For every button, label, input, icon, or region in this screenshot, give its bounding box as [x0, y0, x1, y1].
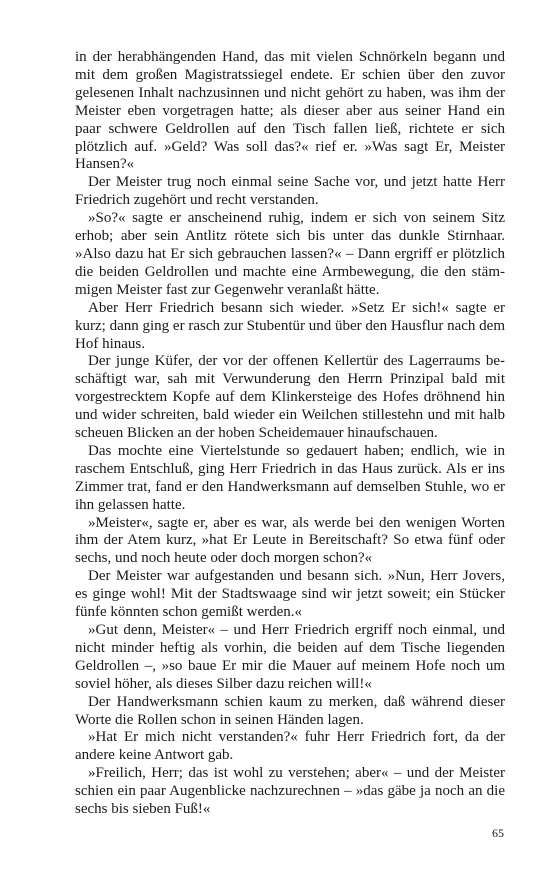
- paragraph-9: »Gut denn, Meister« – und Herr Friedrich ergriff noch einmal, und nicht minder heftig als vorhin, die beiden auf dem Tische liegenden Geldrollen –, »so baue Er mir die Mauer auf meinem Hofe noch um soviel höher, als dieses Silber dazu reichen will!«: [75, 622, 505, 692]
- paragraph-6: Das mochte eine Viertelstunde so gedauert haben; endlich, wie in raschem Entschluß, ging Herr Friedrich in das Haus zurück. Als er ins Zimmer trat, fand er den Handwerksmann auf demselben Stuhle, wo er ihn gelassen hatte.: [75, 442, 505, 513]
- paragraph-11: »Hat Er mich nicht verstanden?« fuhr Herr Friedrich fort, da der andere keine Antwort gab.: [75, 729, 505, 764]
- body-text: [75, 49, 505, 819]
- paragraph-3: »So?« sagte er anscheinend ruhig, indem er sich von seinem Sitz erhob; aber sein Antlitz rötete sich bis unter das dunkle Stirnhaar. »Also dazu hat Er sich gebrauchen lassen?« – Dann ergriff er plötzlich die beiden Geldrollen und machte eine Armbewegung, die den stämmigen Meister fast zur Gegenwehr veranlaßt hätte.: [75, 210, 505, 298]
- paragraph-7: »Meister«, sagte er, aber es war, als werde bei den wenigen Worten ihm der Atem kurz, »hat Er Leute in Bereitschaft? So etwa fünf oder sechs, und noch heute oder doch morgen schon?«: [75, 514, 505, 567]
- page-number: 65: [492, 826, 504, 840]
- paragraph-8: Der Meister war aufgestanden und besann sich. »Nun, Herr Jovers, es ginge wohl! Mit der Stadtswaage sind wir jetzt soweit; ein Stücker fünfe könnten schon gemißt werden.«: [75, 568, 505, 621]
- paragraph-4: Aber Herr Friedrich besann sich wieder. »Setz Er sich!« sagte er kurz; dann ging er rasch zur Stubentür und über den Hausflur nach dem Hof hinaus.: [75, 299, 505, 352]
- paragraph-1: in der herabhängenden Hand, das mit vielen Schnörkeln begann und mit dem großen Magistratssiegel endete. Er schien über den zuvor gelesenen Inhalt nachzusinnen und nicht gehört zu haben, was ihm der Meister eben vorgetragen hatte; als dieser aber aus seiner Hand ein paar schwere Geldrollen auf den Tisch fallen ließ, richtete er sich plötzlich auf. »Geld? Was soll das?« rief er. »Was sagt Er, Meister Hansen?«: [75, 49, 505, 173]
- paragraph-10: Der Handwerksmann schien kaum zu merken, daß während dieser Worte die Rollen schon in seinen Händen lagen.: [75, 693, 505, 728]
- paragraph-5: Der junge Küfer, der vor der offenen Kellertür des Lagerraums beschäftigt war, sah mit Verwunderung den Herrn Prinzipal bald mit vorgestrecktem Kopfe auf dem Klinkersteige des Hofes dröhnend hin und wider schreiten, bald wieder ein Weilchen stillestehn und mit halb scheuen Blicken an der hoben Scheidemauer hinaufschauen.: [75, 353, 505, 442]
- paragraph-12: »Freilich, Herr; das ist wohl zu verstehen; aber« – und der Meister schien ein paar Augenblicke nachzurechnen – »das gäbe ja noch an die sechs bis sieben Fuß!«: [75, 765, 505, 818]
- paragraph-2: Der Meister trug noch einmal seine Sache vor, und jetzt hatte Herr Friedrich zugehört und recht verstanden.: [75, 174, 505, 209]
